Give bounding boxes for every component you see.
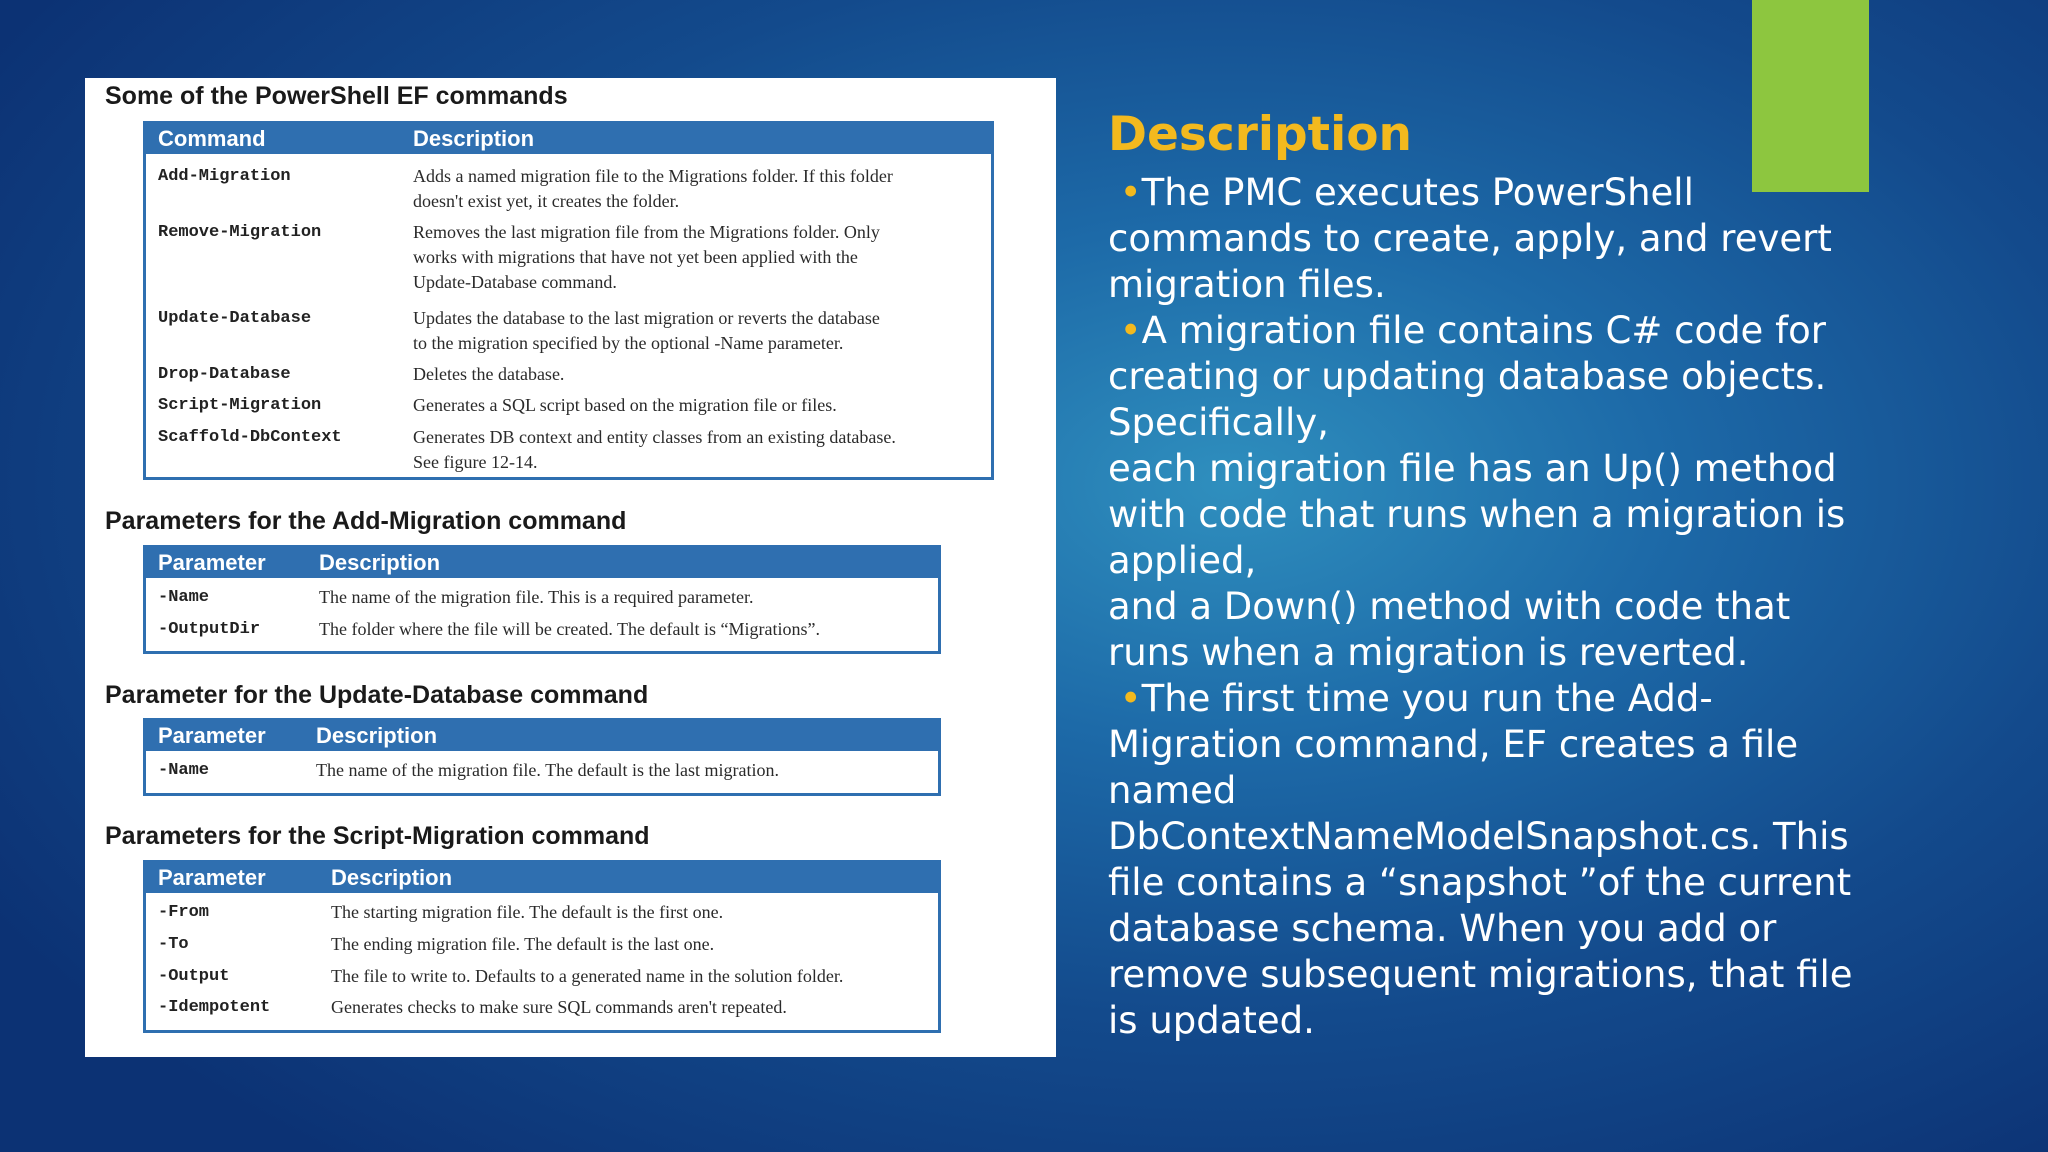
bullet-line [1108,170,1868,216]
header-command: Command [158,126,266,151]
row-name: -To [158,935,189,954]
line-text: and a Down() method with code that [1108,585,1791,628]
text-line [1108,860,1868,906]
line-text: each migration file has an Up() method [1108,447,1837,490]
row-description [331,964,843,989]
line-text: A migration file contains C# code for [1141,309,1826,352]
text-line [1108,262,1868,308]
row-name: Add-Migration [158,167,291,186]
commands-table [143,121,994,480]
line-text: file contains a “snapshot ”of the current [1108,861,1852,904]
text-line [1108,998,1868,1044]
row-name: Update-Database [158,309,312,328]
commands-table-title: Some of the PowerShell EF commands [105,82,568,110]
update-database-table-header [146,721,938,751]
description-heading: Description [1108,107,1412,162]
text-line [1108,354,1868,400]
update-database-table [143,718,941,796]
description-line: The folder where the file will be created. The default is “Migrations”. [319,619,820,639]
bullet-icon: • [1108,309,1142,352]
text-line [1108,814,1868,860]
header-parameter: Parameter [158,550,266,575]
description-line: See figure 12-14. [413,452,538,472]
header-description: Description [413,126,535,151]
text-line [1108,952,1868,998]
description-line: The name of the migration file. The default is the last migration. [316,760,780,780]
description-line: doesn't exist yet, it creates the folder. [413,191,680,211]
line-text: Specifically, [1108,401,1329,444]
bullet-icon: • [1108,171,1142,214]
header-description: Description [319,550,441,575]
row-name: -Idempotent [158,998,271,1017]
row-name: Remove-Migration [158,223,322,242]
row-name: -From [158,903,210,922]
description-line: Deletes the database. [413,364,565,384]
description-line: The name of the migration file. This is a required parameter. [319,587,754,607]
add-migration-table-title: Parameters for the Add-Migration command [105,507,627,535]
line-text: creating or updating database objects. [1108,355,1827,398]
line-text: database schema. When you add or [1108,907,1777,950]
line-text: with code that runs when a migration is [1108,493,1846,536]
row-name: Scaffold-DbContext [158,428,342,447]
header-description: Description [316,723,438,748]
add-migration-table [143,545,941,654]
description-line: Generates DB context and entity classes from an existing database. [413,427,896,447]
description-line: Update-Database command. [413,272,617,292]
add-migration-table-header [146,548,938,578]
line-text: runs when a migration is reverted. [1108,631,1749,674]
description-line: Adds a named migration file to the Migrations folder. If this folder [413,166,893,186]
header-parameter: Parameter [158,865,266,890]
bullet-line [1108,676,1868,722]
description-line: to the migration specified by the optional -Name parameter. [413,333,844,353]
commands-table-header [146,124,991,154]
text-line [1108,584,1868,630]
bullet-icon: • [1108,677,1142,720]
row-description [413,220,880,295]
text-line [1108,768,1868,814]
row-description [331,932,714,957]
line-text: DbContextNameModelSnapshot.cs. This [1108,815,1849,858]
row-name: -Output [158,967,230,986]
row-name: -OutputDir [158,620,261,639]
header-parameter: Parameter [158,723,266,748]
text-line [1108,906,1868,952]
text-line [1108,492,1868,538]
line-text: The PMC executes PowerShell [1141,171,1694,214]
text-line [1108,446,1868,492]
row-name: Drop-Database [158,365,291,384]
description-line: Generates checks to make sure SQL commands aren't repeated. [331,997,787,1017]
description-panel [1108,100,1868,1044]
description-line: The file to write to. Defaults to a generated name in the solution folder. [331,966,844,986]
script-migration-table-header [146,863,938,893]
row-name: -Name [158,761,210,780]
row-description [316,758,779,783]
text-line [1108,630,1868,676]
description-line: The ending migration file. The default is the last one. [331,934,715,954]
text-line [1108,538,1868,584]
line-text: remove subsequent migrations, that file [1108,953,1853,996]
row-description [413,393,837,418]
row-description [319,585,754,610]
line-text: applied, [1108,539,1257,582]
row-name: Script-Migration [158,396,322,415]
line-text: The first time you run the Add- [1141,677,1713,720]
script-migration-table [143,860,941,1033]
row-description [331,995,787,1020]
row-description [331,900,723,925]
description-line: Removes the last migration file from the Migrations folder. Only [413,222,880,242]
script-migration-table-title: Parameters for the Script-Migration command [105,822,650,850]
text-line [1108,722,1868,768]
text-line [1108,400,1868,446]
row-description [319,617,820,642]
row-description [413,306,880,356]
tables-figure [85,78,1056,1057]
description-line: Updates the database to the last migration or reverts the database [413,308,880,328]
header-description: Description [331,865,453,890]
description-line: Generates a SQL script based on the migration file or files. [413,395,837,415]
row-description [413,164,893,214]
description-body [1108,170,1868,1044]
description-line: works with migrations that have not yet been applied with the [413,247,858,267]
line-text: Migration command, EF creates a file [1108,723,1799,766]
update-database-table-title: Parameter for the Update-Database command [105,681,649,709]
line-text: migration files. [1108,263,1386,306]
row-name: -Name [158,588,210,607]
line-text: commands to create, apply, and revert [1108,217,1832,260]
row-description [413,425,896,475]
line-text: is updated. [1108,999,1315,1042]
row-description [413,362,564,387]
text-line [1108,216,1868,262]
description-line: The starting migration file. The default is the first one. [331,902,724,922]
line-text: named [1108,769,1237,812]
bullet-line [1108,308,1868,354]
